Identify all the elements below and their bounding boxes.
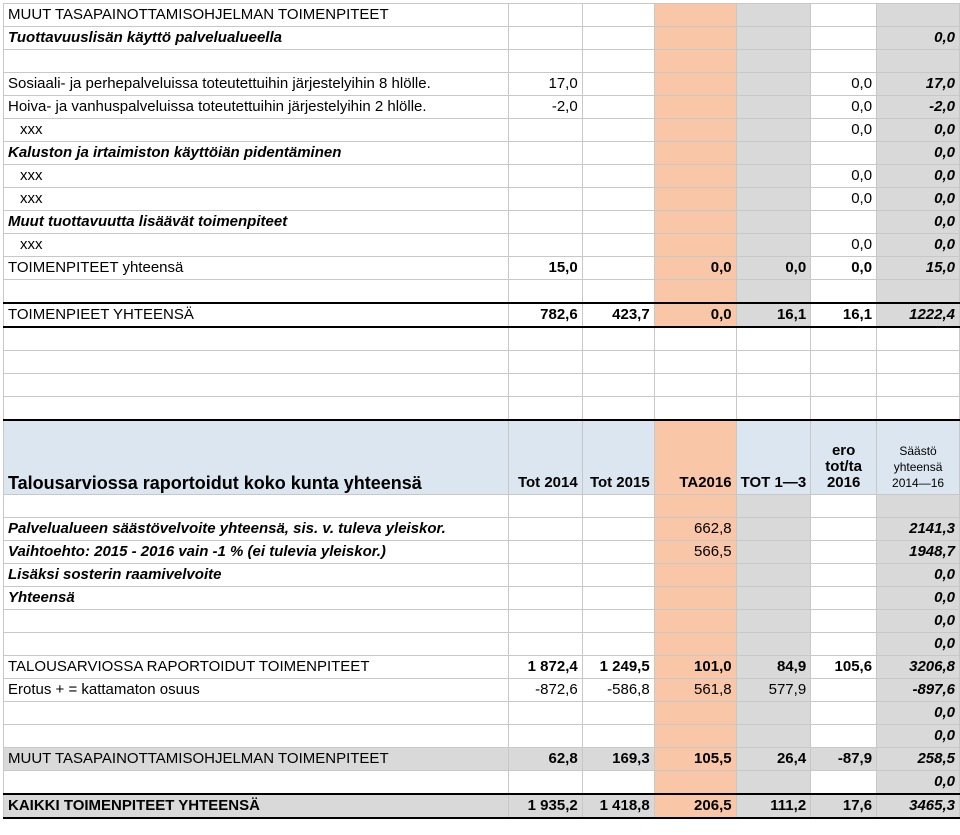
- empty-cell[interactable]: [811, 374, 877, 397]
- row-label[interactable]: Palvelualueen säästövelvoite yhteensä, sis. v. tuleva yleiskor.: [4, 518, 509, 541]
- cell-col-1[interactable]: [508, 702, 582, 725]
- cell-col-4[interactable]: [736, 564, 811, 587]
- cell-col-6[interactable]: 3465,3: [877, 794, 960, 818]
- cell-col-4[interactable]: [736, 50, 811, 73]
- cell-col-1[interactable]: [508, 119, 582, 142]
- table-row: [4, 587, 960, 610]
- header-col-6-line3: 2014—16: [892, 476, 945, 490]
- header-row: [4, 420, 960, 495]
- empty-row: [4, 327, 960, 351]
- cell-col-2[interactable]: [582, 257, 654, 280]
- empty-cell[interactable]: [877, 327, 960, 351]
- cell-col-6[interactable]: 0,0: [877, 587, 960, 610]
- header-col-6-line1: Säästö: [899, 444, 937, 458]
- cell-col-2[interactable]: [582, 771, 654, 795]
- cell-col-4[interactable]: [736, 610, 811, 633]
- cell-col-3[interactable]: 566,5: [654, 541, 736, 564]
- table-row: [4, 119, 960, 142]
- cell-col-3[interactable]: [654, 234, 736, 257]
- cell-col-6[interactable]: 17,0: [877, 73, 960, 96]
- empty-cell[interactable]: [582, 327, 654, 351]
- cell-col-2[interactable]: [582, 702, 654, 725]
- row-label[interactable]: MUUT TASAPAINOTTAMISOHJELMAN TOIMENPITEET: [4, 748, 509, 771]
- row-label[interactable]: MUUT TASAPAINOTTAMISOHJELMAN TOIMENPITEET: [4, 4, 509, 27]
- cell-col-2[interactable]: [582, 188, 654, 211]
- cell-col-1[interactable]: [508, 4, 582, 27]
- table-row: [4, 518, 960, 541]
- table-row: [4, 748, 960, 771]
- header-col-1: Tot 2014: [508, 420, 582, 495]
- cell-col-1[interactable]: [508, 518, 582, 541]
- cell-col-1[interactable]: [508, 211, 582, 234]
- cell-col-4[interactable]: [736, 633, 811, 656]
- cell-col-5[interactable]: [811, 610, 877, 633]
- cell-col-2[interactable]: [582, 234, 654, 257]
- empty-cell[interactable]: [508, 374, 582, 397]
- cell-col-3[interactable]: [654, 725, 736, 748]
- cell-col-2[interactable]: [582, 73, 654, 96]
- row-label[interactable]: Muut tuottavuutta lisäävät toimenpiteet: [4, 211, 509, 234]
- cell-col-1[interactable]: [508, 725, 582, 748]
- row-label[interactable]: xxx: [4, 165, 509, 188]
- row-label[interactable]: xxx: [4, 188, 509, 211]
- cell-col-6[interactable]: [877, 280, 960, 304]
- cell-col-1[interactable]: [508, 610, 582, 633]
- header-col-6-line2: yhteensä: [893, 460, 943, 474]
- cell-col-6[interactable]: 0,0: [877, 188, 960, 211]
- cell-col-6[interactable]: 2141,3: [877, 518, 960, 541]
- row-label[interactable]: xxx: [4, 119, 509, 142]
- cell-col-5[interactable]: [811, 702, 877, 725]
- table-row: [4, 50, 960, 73]
- cell-col-3[interactable]: 662,8: [654, 518, 736, 541]
- row-label[interactable]: [4, 280, 509, 304]
- cell-col-4[interactable]: [736, 119, 811, 142]
- cell-col-2[interactable]: [582, 27, 654, 50]
- cell-col-1[interactable]: 17,0: [508, 73, 582, 96]
- empty-cell[interactable]: [877, 397, 960, 421]
- header-col-2: Tot 2015: [582, 420, 654, 495]
- row-label[interactable]: Vaihtoehto: 2015 - 2016 vain -1 % (ei tulevia yleiskor.): [4, 541, 509, 564]
- empty-cell[interactable]: [4, 327, 509, 351]
- cell-col-6[interactable]: 3206,8: [877, 656, 960, 679]
- cell-col-3[interactable]: [654, 564, 736, 587]
- cell-col-1[interactable]: 782,6: [508, 303, 582, 327]
- cell-col-4[interactable]: [736, 234, 811, 257]
- cell-col-3[interactable]: [654, 771, 736, 795]
- cell-col-5[interactable]: [811, 518, 877, 541]
- cell-col-2[interactable]: [582, 119, 654, 142]
- header-label: Talousarviossa raportoidut koko kunta yhteensä: [4, 420, 509, 495]
- cell-col-4[interactable]: [736, 96, 811, 119]
- cell-col-4[interactable]: 16,1: [736, 303, 811, 327]
- empty-cell[interactable]: [811, 495, 877, 518]
- cell-col-2[interactable]: [582, 96, 654, 119]
- row-label[interactable]: TOIMENPITEET yhteensä: [4, 257, 509, 280]
- cell-col-4[interactable]: 26,4: [736, 748, 811, 771]
- cell-col-5[interactable]: 17,6: [811, 794, 877, 818]
- cell-col-6[interactable]: -2,0: [877, 96, 960, 119]
- cell-col-4[interactable]: 0,0: [736, 257, 811, 280]
- empty-cell[interactable]: [508, 397, 582, 421]
- empty-cell[interactable]: [508, 327, 582, 351]
- cell-col-4[interactable]: [736, 518, 811, 541]
- cell-col-6[interactable]: 1222,4: [877, 303, 960, 327]
- empty-cell[interactable]: [736, 495, 811, 518]
- empty-row: [4, 351, 960, 374]
- cell-col-6[interactable]: 0,0: [877, 142, 960, 165]
- header-col-5: [811, 420, 877, 495]
- cell-col-3[interactable]: 206,5: [654, 794, 736, 818]
- cell-col-4[interactable]: [736, 142, 811, 165]
- table-row: [4, 702, 960, 725]
- cell-col-2[interactable]: 1 249,5: [582, 656, 654, 679]
- table-row: [4, 280, 960, 304]
- row-label[interactable]: Kaluston ja irtaimiston käyttöiän pidentäminen: [4, 142, 509, 165]
- header-col-5-line3: 2016: [826, 474, 861, 491]
- cell-col-3[interactable]: [654, 96, 736, 119]
- cell-col-6[interactable]: 0,0: [877, 119, 960, 142]
- row-label[interactable]: [4, 610, 509, 633]
- cell-col-6[interactable]: 15,0: [877, 257, 960, 280]
- empty-cell[interactable]: [877, 351, 960, 374]
- cell-col-3[interactable]: [654, 610, 736, 633]
- cell-col-2[interactable]: [582, 211, 654, 234]
- cell-col-6[interactable]: 0,0: [877, 564, 960, 587]
- table-row: [4, 771, 960, 795]
- cell-col-1[interactable]: 15,0: [508, 257, 582, 280]
- cell-col-2[interactable]: [582, 610, 654, 633]
- cell-col-5[interactable]: [811, 211, 877, 234]
- cell-col-3[interactable]: 101,0: [654, 656, 736, 679]
- empty-cell[interactable]: [4, 374, 509, 397]
- cell-col-5[interactable]: [811, 4, 877, 27]
- table-row: [4, 188, 960, 211]
- row-label[interactable]: Erotus + = kattamaton osuus: [4, 679, 509, 702]
- empty-cell[interactable]: [654, 397, 736, 421]
- cell-col-2[interactable]: 169,3: [582, 748, 654, 771]
- cell-col-1[interactable]: [508, 234, 582, 257]
- cell-col-6[interactable]: 0,0: [877, 27, 960, 50]
- empty-cell[interactable]: [582, 495, 654, 518]
- empty-row: [4, 495, 960, 518]
- cell-col-6[interactable]: [877, 4, 960, 27]
- row-label[interactable]: Hoiva- ja vanhuspalveluissa toteutettuihin järjestelyihin 2 hlölle.: [4, 96, 509, 119]
- cell-col-5[interactable]: -87,9: [811, 748, 877, 771]
- cell-col-4[interactable]: [736, 188, 811, 211]
- cell-col-2[interactable]: [582, 587, 654, 610]
- empty-cell[interactable]: [736, 397, 811, 421]
- header-col-6: [877, 420, 960, 495]
- cell-col-5[interactable]: [811, 587, 877, 610]
- cell-col-3[interactable]: [654, 73, 736, 96]
- cell-col-4[interactable]: [736, 771, 811, 795]
- cell-col-5[interactable]: [811, 541, 877, 564]
- cell-col-2[interactable]: [582, 541, 654, 564]
- cell-col-4[interactable]: [736, 702, 811, 725]
- cell-col-4[interactable]: [736, 587, 811, 610]
- empty-cell[interactable]: [736, 374, 811, 397]
- cell-col-1[interactable]: [508, 188, 582, 211]
- spreadsheet-table: [3, 3, 960, 819]
- cell-col-1[interactable]: [508, 280, 582, 304]
- cell-col-3[interactable]: [654, 4, 736, 27]
- row-label[interactable]: [4, 50, 509, 73]
- cell-col-3[interactable]: [654, 142, 736, 165]
- cell-col-4[interactable]: [736, 4, 811, 27]
- table-row: [4, 303, 960, 327]
- row-label[interactable]: Sosiaali- ja perhepalveluissa toteutettuihin järjestelyihin 8 hlölle.: [4, 73, 509, 96]
- cell-col-2[interactable]: [582, 50, 654, 73]
- cell-col-4[interactable]: [736, 165, 811, 188]
- cell-col-6[interactable]: 0,0: [877, 211, 960, 234]
- cell-col-4[interactable]: [736, 73, 811, 96]
- row-label[interactable]: [4, 702, 509, 725]
- cell-col-3[interactable]: [654, 188, 736, 211]
- row-label[interactable]: [4, 771, 509, 795]
- empty-row: [4, 374, 960, 397]
- cell-col-1[interactable]: -2,0: [508, 96, 582, 119]
- cell-col-6[interactable]: 258,5: [877, 748, 960, 771]
- cell-col-1[interactable]: [508, 165, 582, 188]
- cell-col-3[interactable]: [654, 119, 736, 142]
- empty-cell[interactable]: [654, 351, 736, 374]
- cell-col-1[interactable]: [508, 587, 582, 610]
- cell-col-3[interactable]: [654, 27, 736, 50]
- header-col-3: TA2016: [654, 420, 736, 495]
- table-row: [4, 73, 960, 96]
- empty-cell[interactable]: [582, 397, 654, 421]
- empty-row: [4, 397, 960, 421]
- cell-col-2[interactable]: 423,7: [582, 303, 654, 327]
- cell-col-4[interactable]: [736, 211, 811, 234]
- row-label[interactable]: [4, 725, 509, 748]
- empty-cell[interactable]: [811, 397, 877, 421]
- empty-cell[interactable]: [582, 351, 654, 374]
- cell-col-1[interactable]: 1 935,2: [508, 794, 582, 818]
- cell-col-2[interactable]: -586,8: [582, 679, 654, 702]
- cell-col-3[interactable]: [654, 280, 736, 304]
- cell-col-6[interactable]: 0,0: [877, 633, 960, 656]
- empty-cell[interactable]: [811, 327, 877, 351]
- cell-col-5[interactable]: 16,1: [811, 303, 877, 327]
- empty-cell[interactable]: [654, 374, 736, 397]
- cell-col-5[interactable]: [811, 564, 877, 587]
- cell-col-5[interactable]: 0,0: [811, 188, 877, 211]
- table-row: [4, 633, 960, 656]
- cell-col-1[interactable]: [508, 633, 582, 656]
- cell-col-6[interactable]: -897,6: [877, 679, 960, 702]
- cell-col-1[interactable]: -872,6: [508, 679, 582, 702]
- cell-col-5[interactable]: [811, 725, 877, 748]
- row-label[interactable]: KAIKKI TOIMENPITEET YHTEENSÄ: [4, 794, 509, 818]
- cell-col-2[interactable]: [582, 142, 654, 165]
- empty-cell[interactable]: [654, 327, 736, 351]
- empty-cell[interactable]: [736, 327, 811, 351]
- row-label[interactable]: Lisäksi sosterin raamivelvoite: [4, 564, 509, 587]
- cell-col-1[interactable]: [508, 771, 582, 795]
- cell-col-2[interactable]: [582, 4, 654, 27]
- cell-col-6[interactable]: 0,0: [877, 702, 960, 725]
- cell-col-4[interactable]: [736, 541, 811, 564]
- header-col-5-line2: tot/ta: [825, 458, 862, 475]
- cell-col-4[interactable]: 577,9: [736, 679, 811, 702]
- cell-col-2[interactable]: [582, 564, 654, 587]
- cell-col-3[interactable]: 0,0: [654, 257, 736, 280]
- empty-cell[interactable]: [4, 351, 509, 374]
- row-label[interactable]: Yhteensä: [4, 587, 509, 610]
- cell-col-4[interactable]: [736, 725, 811, 748]
- table-row: [4, 610, 960, 633]
- table-row: [4, 27, 960, 50]
- cell-col-5[interactable]: 0,0: [811, 119, 877, 142]
- header-col-5-line1: ero: [831, 442, 856, 459]
- cell-col-5[interactable]: 0,0: [811, 234, 877, 257]
- cell-col-3[interactable]: [654, 702, 736, 725]
- cell-col-2[interactable]: [582, 280, 654, 304]
- empty-cell[interactable]: [582, 374, 654, 397]
- cell-col-6[interactable]: 0,0: [877, 165, 960, 188]
- cell-col-4[interactable]: [736, 280, 811, 304]
- table-row: [4, 165, 960, 188]
- empty-cell[interactable]: [877, 495, 960, 518]
- table-row: [4, 234, 960, 257]
- empty-cell[interactable]: [4, 397, 509, 421]
- empty-cell[interactable]: [508, 351, 582, 374]
- cell-col-6[interactable]: 0,0: [877, 771, 960, 795]
- cell-col-5[interactable]: 105,6: [811, 656, 877, 679]
- cell-col-2[interactable]: [582, 518, 654, 541]
- row-label[interactable]: TALOUSARVIOSSA RAPORTOIDUT TOIMENPITEET: [4, 656, 509, 679]
- cell-col-3[interactable]: 105,5: [654, 748, 736, 771]
- empty-cell[interactable]: [4, 495, 509, 518]
- empty-cell[interactable]: [654, 495, 736, 518]
- table-row: [4, 142, 960, 165]
- cell-col-5[interactable]: 0,0: [811, 96, 877, 119]
- cell-col-5[interactable]: [811, 771, 877, 795]
- cell-col-1[interactable]: [508, 27, 582, 50]
- cell-col-1[interactable]: [508, 541, 582, 564]
- cell-col-3[interactable]: 0,0: [654, 303, 736, 327]
- cell-col-5[interactable]: [811, 142, 877, 165]
- cell-col-1[interactable]: [508, 50, 582, 73]
- cell-col-5[interactable]: [811, 280, 877, 304]
- cell-col-5[interactable]: [811, 679, 877, 702]
- row-label[interactable]: Tuottavuuslisän käyttö palvelualueella: [4, 27, 509, 50]
- cell-col-3[interactable]: [654, 633, 736, 656]
- table-row: [4, 4, 960, 27]
- cell-col-3[interactable]: [654, 50, 736, 73]
- cell-col-6[interactable]: 0,0: [877, 234, 960, 257]
- cell-col-3[interactable]: [654, 587, 736, 610]
- cell-col-2[interactable]: 1 418,8: [582, 794, 654, 818]
- table-row: [4, 211, 960, 234]
- cell-col-5[interactable]: [811, 27, 877, 50]
- table-row: [4, 656, 960, 679]
- table-row: [4, 564, 960, 587]
- cell-col-5[interactable]: 0,0: [811, 257, 877, 280]
- cell-col-2[interactable]: [582, 165, 654, 188]
- cell-col-2[interactable]: [582, 725, 654, 748]
- cell-col-1[interactable]: 62,8: [508, 748, 582, 771]
- header-col-4: TOT 1—3: [736, 420, 811, 495]
- cell-col-6[interactable]: 0,0: [877, 725, 960, 748]
- cell-col-5[interactable]: [811, 50, 877, 73]
- cell-col-6[interactable]: 1948,7: [877, 541, 960, 564]
- cell-col-1[interactable]: 1 872,4: [508, 656, 582, 679]
- cell-col-5[interactable]: [811, 633, 877, 656]
- cell-col-3[interactable]: [654, 211, 736, 234]
- cell-col-5[interactable]: 0,0: [811, 73, 877, 96]
- empty-cell[interactable]: [508, 495, 582, 518]
- table-row: [4, 96, 960, 119]
- row-label[interactable]: xxx: [4, 234, 509, 257]
- cell-col-6[interactable]: 0,0: [877, 610, 960, 633]
- table-row: [4, 679, 960, 702]
- cell-col-6[interactable]: [877, 50, 960, 73]
- row-label[interactable]: TOIMENPIEET YHTEENSÄ: [4, 303, 509, 327]
- empty-cell[interactable]: [811, 351, 877, 374]
- table-row: [4, 725, 960, 748]
- table-row: [4, 794, 960, 818]
- table-row: [4, 257, 960, 280]
- cell-col-2[interactable]: [582, 633, 654, 656]
- cell-col-3[interactable]: 561,8: [654, 679, 736, 702]
- cell-col-4[interactable]: 111,2: [736, 794, 811, 818]
- empty-cell[interactable]: [736, 351, 811, 374]
- empty-cell[interactable]: [877, 374, 960, 397]
- table-row: [4, 541, 960, 564]
- cell-col-1[interactable]: [508, 564, 582, 587]
- cell-col-1[interactable]: [508, 142, 582, 165]
- cell-col-3[interactable]: [654, 165, 736, 188]
- cell-col-5[interactable]: 0,0: [811, 165, 877, 188]
- cell-col-4[interactable]: [736, 27, 811, 50]
- row-label[interactable]: [4, 633, 509, 656]
- cell-col-4[interactable]: 84,9: [736, 656, 811, 679]
